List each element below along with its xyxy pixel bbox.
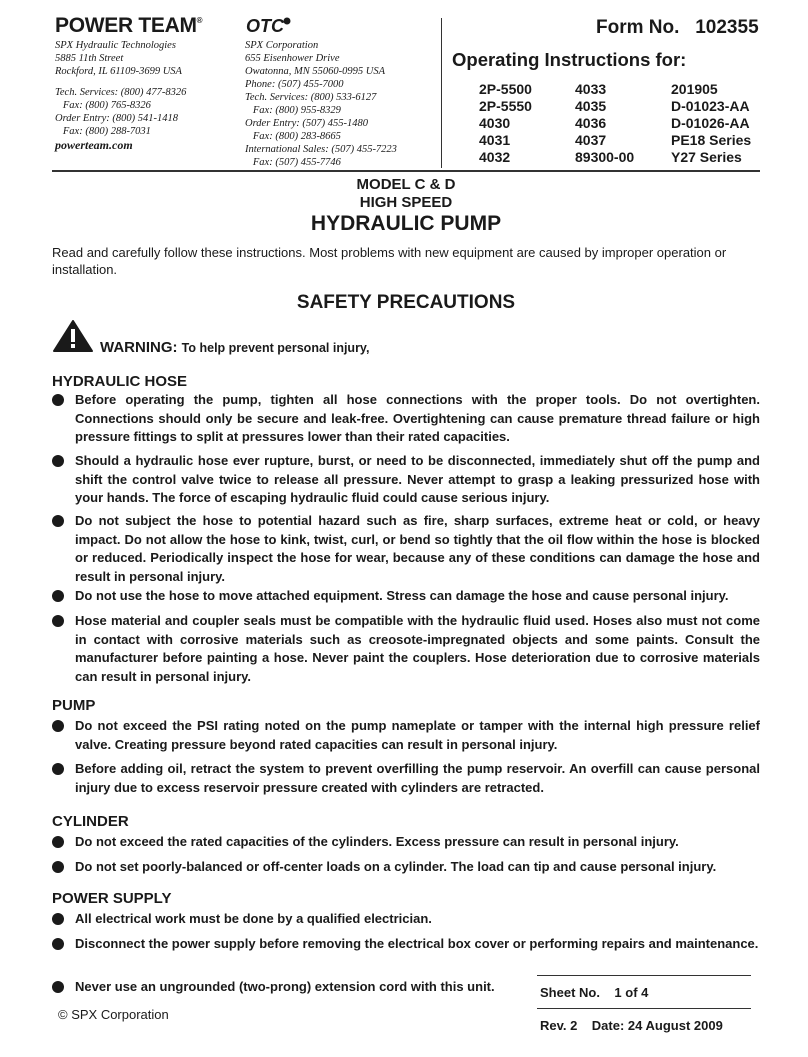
model-number: 4030 [479, 115, 511, 131]
bullet-icon [52, 515, 64, 527]
model-number: 4033 [575, 81, 607, 97]
model-number: 4032 [479, 149, 511, 165]
section-heading-cylinder: CYLINDER [52, 813, 129, 830]
copyright: © SPX Corporation [58, 1007, 169, 1022]
item-text: All electrical work must be done by a qualified electrician. [75, 911, 432, 926]
address-line: 655 Eisenhower Drive [245, 53, 340, 64]
model-number: D-01026-AA [671, 115, 750, 131]
item-text: Do not use the hose to move attached equipment. Stress can damage the hose and cause personal injury. [75, 588, 729, 603]
form-number: Form No. 102355 [596, 17, 759, 38]
model-number: 4035 [575, 98, 607, 114]
item-text: Never use an ungrounded (two-prong) extension cord with this unit. [75, 979, 495, 994]
bullet-icon [52, 590, 64, 602]
bullet-icon [52, 938, 64, 950]
section-heading-power-supply: POWER SUPPLY [52, 890, 172, 907]
revision-date: Rev. 2 Date: 24 August 2009 [540, 1018, 723, 1033]
address-line: Order Entry: (800) 541-1418 [55, 113, 178, 124]
warning-label: WARNING: To help prevent personal injury, [100, 339, 370, 356]
warning-triangle-icon [52, 319, 94, 358]
item-text: Do not exceed the PSI rating noted on the pump nameplate or tamper with the internal high pressure relief valve. Creating pressure beyond rated capacities can result in personal injury. [75, 718, 760, 752]
address-line: Fax: (507) 455-7746 [245, 157, 341, 168]
list-item [52, 391, 760, 447]
list-item [52, 833, 760, 852]
otc-logo-dot [284, 18, 291, 25]
model-number: D-01023-AA [671, 98, 750, 114]
model-column-1 [479, 81, 532, 166]
address-line: Fax: (800) 955-8329 [245, 105, 341, 116]
address-line: Tech. Services: (800) 477-8326 [55, 87, 187, 98]
section-heading-hydraulic-hose: HYDRAULIC HOSE [52, 373, 188, 390]
model-number: 201905 [671, 81, 718, 97]
address-line: Owatonna, MN 55060-0995 USA [245, 66, 385, 77]
list-item [52, 858, 760, 877]
address-line: Tech. Services: (800) 533-6127 [245, 92, 377, 103]
list-item [52, 452, 760, 508]
list-item [52, 612, 760, 686]
list-item [52, 717, 760, 754]
item-text: Do not exceed the rated capacities of the cylinders. Excess pressure can result in personal injury. [75, 834, 679, 849]
bullet-icon [52, 861, 64, 873]
bullet-icon [52, 455, 64, 467]
bullet-icon [52, 763, 64, 775]
address-line [55, 78, 186, 86]
item-text: Hose material and coupler seals must be compatible with the hydraulic fluid used. Hoses also must not come in contact with corrosive materials such as creosote-impregnated objects and some paints. Consult the manufacturer before painting a hose. Never paint the couplers. Hose deterioration due to corrosive materials can result in personal injury. [75, 613, 760, 684]
bullet-icon [52, 836, 64, 848]
address-line: Rockford, IL 61109-3699 USA [55, 66, 182, 77]
model-number: 2P-5550 [479, 98, 532, 114]
model-number: Y27 Series [671, 149, 742, 165]
address-line: Fax: (800) 283-8665 [245, 131, 341, 142]
power-team-logo: POWER TEAM® [55, 14, 203, 37]
item-text: Do not subject the hose to potential hazard such as fire, sharp surfaces, extreme heat or cold, or heavy impact. Do not allow the hose to kink, twist, curl, or bend so tightly that the oil flow within the hose is blocked or reduced. Periodically inspect the hose for wear, because any of these conditions can damage the hose and result in personal injury. [75, 513, 760, 584]
address-line: Order Entry: (507) 455-1480 [245, 118, 368, 129]
address-line: SPX Corporation [245, 40, 319, 51]
model-column-2 [575, 81, 634, 166]
model-number: 89300-00 [575, 149, 635, 165]
website-link[interactable]: powerteam.com [55, 138, 133, 152]
address-line: Phone: (507) 455-7000 [245, 79, 344, 90]
bullet-icon [52, 720, 64, 732]
address-line: Fax: (800) 288-7031 [55, 126, 151, 137]
speed-title: HIGH SPEED [359, 194, 453, 211]
bullet-icon [52, 913, 64, 925]
model-title: MODEL C & D [356, 176, 456, 193]
header-divider [441, 18, 442, 168]
header-rule [52, 170, 760, 172]
sheet-number: Sheet No. 1 of 4 [540, 985, 649, 1000]
model-number: 4036 [575, 115, 607, 131]
list-item [52, 760, 760, 797]
item-text: Should a hydraulic hose ever rupture, burst, or need to be disconnected, immediately shut off the pump and shift the control valve twice to release all pressure. Never attempt to grasp a leaking pressurized hose with your hands. The force of escaping hydraulic fluid could cause serious injury. [75, 453, 760, 505]
otc-logo-text: OTC [246, 16, 284, 36]
item-text: Do not set poorly-balanced or off-center loads on a cylinder. The load can tip and cause personal injury. [75, 859, 717, 874]
section-heading-pump: PUMP [52, 697, 96, 714]
intro-paragraph: Read and carefully follow these instructions. Most problems with new equipment are caused by improper operation or installation. [52, 245, 727, 277]
address-line: 5885 11th Street [55, 53, 124, 64]
model-column-3 [671, 81, 751, 166]
model-number: 4031 [479, 132, 511, 148]
list-item [52, 935, 760, 954]
operating-instructions-heading: Operating Instructions for: [452, 49, 687, 70]
footer-rule [537, 975, 751, 976]
item-text: Disconnect the power supply before removing the electrical box cover or performing repairs and maintenance. [75, 936, 759, 951]
list-item [52, 587, 760, 606]
item-text: Before adding oil, retract the system to prevent overfilling the pump reservoir. An overfill can cause personal injury due to excess reservoir pressure created with cylinders are retracted. [75, 761, 760, 795]
list-item [52, 512, 760, 586]
spx-address-block [55, 39, 186, 138]
item-text: Before operating the pump, tighten all hose connections with the proper tools. Do not overtighten. Connections should only be secure and leak-free. Overtightening can cause premature thread failure or high pressure fittings to split at pressures lower than their rated capacities. [75, 392, 760, 444]
model-number: PE18 Series [671, 132, 752, 148]
model-number: 2P-5500 [479, 81, 532, 97]
otc-logo [245, 15, 293, 42]
address-line: International Sales: (507) 455-7223 [245, 144, 397, 155]
bullet-icon [52, 394, 64, 406]
safety-heading: SAFETY PRECAUTIONS [296, 292, 516, 313]
bullet-icon [52, 615, 64, 627]
list-item [52, 978, 522, 997]
bullet-icon [52, 981, 64, 993]
model-number: 4037 [575, 132, 607, 148]
footer-rule [537, 1008, 751, 1009]
list-item [52, 910, 760, 929]
page-title: HYDRAULIC PUMP [310, 212, 502, 235]
address-line: SPX Hydraulic Technologies [55, 40, 176, 51]
otc-address-block [245, 39, 397, 169]
address-line: Fax: (800) 765-8326 [55, 100, 151, 111]
